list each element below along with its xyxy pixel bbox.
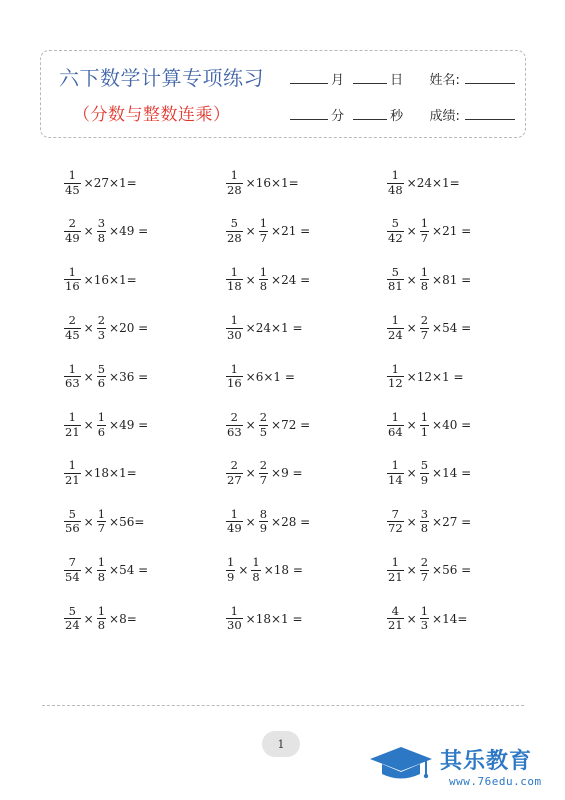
expression-text: × (83, 514, 94, 529)
expression-text: ×9 = (271, 466, 303, 481)
fraction-numerator: 2 (230, 410, 238, 424)
fraction-denominator: 24 (65, 618, 80, 633)
problem-item (224, 453, 304, 493)
expression-text: × (83, 611, 94, 626)
fraction-denominator: 21 (65, 424, 80, 439)
fraction (226, 315, 243, 341)
fraction (64, 460, 81, 486)
expression-text: ×40 = (432, 418, 472, 432)
problem-item (62, 260, 138, 300)
fraction (387, 315, 404, 341)
fraction-denominator: 7 (420, 569, 429, 584)
fraction-numerator: 1 (252, 555, 260, 570)
fraction (387, 170, 404, 196)
fraction-denominator: 18 (227, 279, 242, 294)
fraction-numerator: 1 (420, 216, 429, 231)
fraction (420, 460, 429, 486)
fraction-denominator: 1 (420, 424, 429, 439)
fraction (97, 218, 106, 244)
problem-item (224, 550, 304, 590)
expression-text: ×28 = (271, 514, 311, 529)
fraction (420, 315, 429, 341)
fraction-numerator: 1 (230, 264, 238, 279)
expression-text: × (83, 563, 94, 578)
fraction (387, 264, 404, 294)
expression-text: ×49 = (109, 224, 149, 239)
fraction-numerator: 2 (259, 458, 268, 473)
fraction-numerator: 3 (420, 506, 429, 521)
fraction-denominator: 9 (420, 472, 429, 487)
fraction-denominator: 28 (227, 230, 242, 245)
fraction-numerator: 1 (227, 555, 235, 570)
problem-item (62, 405, 149, 445)
fraction-numerator: 1 (68, 168, 76, 182)
expression-text: ×8= (109, 611, 137, 626)
expression-text: ×16×1= (83, 272, 137, 287)
fraction-denominator: 8 (97, 230, 106, 245)
fraction-numerator: 2 (230, 458, 238, 473)
fraction (97, 557, 106, 583)
fraction-denominator: 81 (388, 279, 403, 294)
problem-item (224, 211, 311, 251)
fraction-numerator: 7 (68, 555, 76, 570)
fraction-denominator: 16 (227, 376, 242, 391)
fraction (97, 412, 106, 438)
problem-item (385, 260, 472, 300)
header-box (40, 50, 526, 138)
fraction (259, 264, 268, 294)
problem-item (62, 453, 138, 493)
fraction-numerator: 1 (97, 410, 106, 424)
problem-item (224, 357, 296, 397)
expression-text: × (245, 418, 256, 432)
fraction (226, 412, 243, 438)
fraction-numerator: 5 (68, 603, 76, 618)
page-subtitle: （分数与整数连乘） (73, 105, 231, 125)
date-name-row (287, 69, 518, 88)
fraction-numerator: 5 (391, 216, 399, 231)
fraction (64, 412, 81, 438)
expression-text: ×21 = (271, 224, 311, 239)
minute-label: 分 (331, 109, 345, 124)
expression-text: ×54 = (109, 563, 149, 578)
fraction-numerator: 1 (420, 264, 429, 279)
second-label: 秒 (390, 109, 404, 124)
fraction-numerator: 1 (420, 603, 429, 618)
fraction (420, 506, 429, 536)
fraction-denominator: 8 (420, 521, 429, 536)
expression-text: ×12×1 = (406, 369, 464, 384)
expression-text: × (245, 272, 256, 287)
expression-text: ×54 = (432, 321, 472, 336)
problem-item (62, 163, 138, 203)
fraction-numerator: 1 (391, 168, 399, 182)
fraction-denominator: 8 (252, 569, 260, 584)
fraction-numerator: 2 (97, 313, 106, 328)
fraction-numerator: 5 (230, 216, 238, 231)
expression-text: ×72 = (271, 418, 311, 432)
fraction (387, 557, 404, 583)
fraction-numerator: 1 (230, 603, 238, 618)
fraction-numerator: 5 (391, 264, 399, 279)
fraction-denominator: 3 (97, 327, 106, 342)
day-label: 日 (390, 73, 404, 88)
expression-text: × (83, 321, 94, 336)
month-label: 月 (331, 73, 345, 88)
expression-text: × (245, 466, 256, 481)
expression-text: ×14 = (432, 466, 472, 481)
fraction-denominator: 63 (65, 376, 80, 391)
problem-item (224, 163, 300, 203)
fraction-denominator: 9 (259, 521, 268, 536)
fraction (387, 603, 404, 633)
fraction-numerator: 5 (97, 361, 106, 376)
fraction (387, 218, 404, 244)
fraction (64, 218, 81, 244)
graduation-cap-icon (366, 745, 436, 785)
fraction (226, 557, 235, 583)
name-label: 姓名: (429, 73, 460, 88)
fraction-denominator: 9 (227, 569, 235, 584)
fraction-denominator: 45 (65, 182, 80, 197)
expression-text: × (406, 224, 417, 239)
fraction (64, 170, 81, 196)
footer-divider (42, 705, 524, 706)
problem-item (62, 599, 138, 639)
brand-site: www.76edu.com (449, 775, 542, 788)
fraction-denominator: 28 (227, 182, 242, 197)
fraction-denominator: 7 (420, 327, 429, 342)
fraction-numerator: 1 (68, 361, 76, 376)
fraction-denominator: 12 (388, 376, 403, 391)
fraction-denominator: 6 (97, 424, 106, 439)
fraction (226, 460, 243, 486)
fraction-numerator: 1 (391, 555, 399, 570)
fraction (387, 460, 404, 486)
fraction-denominator: 3 (420, 618, 429, 633)
fraction-numerator: 3 (97, 216, 106, 231)
fraction-numerator: 1 (230, 313, 238, 328)
expression-text: ×14= (432, 611, 468, 626)
expression-text: ×56= (109, 514, 145, 529)
expression-text: × (245, 224, 256, 239)
fraction-denominator: 21 (65, 472, 80, 487)
fraction-denominator: 8 (420, 279, 429, 294)
expression-text: × (406, 466, 417, 481)
fraction-denominator: 54 (65, 569, 80, 584)
fraction-numerator: 1 (230, 168, 238, 182)
fraction-denominator: 24 (388, 327, 403, 342)
expression-text: ×49 = (109, 418, 149, 432)
expression-text: × (406, 514, 417, 529)
fraction (259, 412, 268, 438)
name-blank[interactable] (465, 72, 515, 84)
fraction-denominator: 56 (65, 521, 80, 536)
fraction (64, 603, 81, 633)
expression-text: ×18 = (263, 563, 303, 578)
problem-item (62, 308, 149, 348)
problem-item (224, 405, 311, 445)
page-title: 六下数学计算专项练习 (59, 66, 264, 90)
fraction (420, 557, 429, 583)
expression-text: ×24×1= (406, 176, 460, 190)
fraction (251, 557, 260, 583)
fraction-denominator: 16 (65, 279, 80, 294)
fraction-denominator: 8 (97, 618, 106, 633)
fraction (97, 361, 106, 391)
fraction-numerator: 1 (97, 506, 106, 521)
expression-text: × (406, 611, 417, 626)
brand-name: 其乐教育 (440, 749, 533, 774)
fraction-denominator: 49 (65, 230, 80, 245)
fraction-numerator: 8 (259, 506, 268, 521)
problem-item (62, 550, 149, 590)
fraction (420, 218, 429, 244)
fraction-numerator: 1 (68, 458, 76, 473)
problem-item (385, 502, 472, 542)
expression-text: ×36 = (109, 369, 149, 384)
fraction-numerator: 1 (391, 313, 399, 328)
fraction (259, 218, 268, 244)
score-blank[interactable] (465, 108, 515, 120)
problem-item (224, 599, 304, 639)
fraction (259, 506, 268, 536)
fraction-numerator: 7 (391, 506, 399, 521)
fraction-numerator: 1 (391, 410, 399, 424)
fraction (64, 315, 81, 341)
fraction-denominator: 7 (259, 230, 268, 245)
expression-text: ×27×1= (83, 176, 137, 190)
fraction (226, 361, 243, 391)
fraction-denominator: 7 (97, 521, 106, 536)
fraction (226, 264, 243, 294)
fraction (387, 361, 404, 391)
fraction-numerator: 1 (259, 216, 268, 231)
fraction-denominator: 64 (388, 424, 403, 439)
expression-text: × (406, 321, 417, 336)
fraction-denominator: 7 (420, 230, 429, 245)
minute-blank[interactable] (290, 108, 328, 120)
fraction-numerator: 1 (420, 410, 429, 424)
expression-text: ×27 = (432, 514, 472, 529)
expression-text: × (245, 514, 256, 529)
page-number: 1 (262, 731, 300, 757)
fraction (420, 603, 429, 633)
fraction-numerator: 5 (68, 506, 76, 521)
problem-item (385, 599, 468, 639)
fraction-numerator: 5 (420, 458, 429, 473)
fraction (64, 361, 81, 391)
fraction-denominator: 30 (227, 618, 242, 633)
fraction-denominator: 45 (65, 327, 80, 342)
fraction-numerator: 2 (68, 216, 76, 231)
fraction-numerator: 1 (68, 410, 76, 424)
fraction (64, 264, 81, 294)
expression-text: ×56 = (432, 563, 472, 578)
fraction (64, 557, 81, 583)
fraction-numerator: 2 (259, 410, 268, 424)
expression-text: × (83, 418, 94, 432)
problem-item (224, 308, 304, 348)
problem-item (224, 502, 311, 542)
fraction-denominator: 21 (388, 569, 403, 584)
problem-item (385, 211, 472, 251)
fraction-numerator: 1 (230, 506, 238, 521)
fraction (226, 218, 243, 244)
fraction-denominator: 5 (259, 424, 268, 439)
expression-text: ×18×1 = (245, 611, 303, 626)
fraction-denominator: 6 (97, 376, 106, 391)
expression-text: × (83, 224, 94, 239)
fraction (226, 170, 243, 196)
problem-item (385, 308, 472, 348)
fraction (259, 460, 268, 486)
fraction-denominator: 30 (227, 327, 242, 342)
fraction (420, 412, 429, 438)
fraction (97, 315, 106, 341)
fraction-numerator: 1 (68, 264, 76, 279)
fraction-numerator: 1 (259, 264, 268, 279)
fraction-numerator: 1 (97, 603, 106, 618)
problem-item (385, 550, 472, 590)
fraction (226, 506, 243, 536)
score-label: 成绩: (429, 109, 460, 124)
fraction-denominator: 8 (259, 279, 268, 294)
fraction-numerator: 4 (391, 603, 399, 618)
fraction-numerator: 2 (420, 555, 429, 570)
fraction-numerator: 1 (391, 361, 399, 376)
month-blank[interactable] (290, 72, 328, 84)
fraction-numerator: 1 (391, 458, 399, 473)
fraction (64, 506, 81, 536)
expression-text: ×24×1 = (245, 321, 303, 336)
expression-text: × (406, 272, 417, 287)
problem-item (62, 502, 145, 542)
fraction (387, 506, 404, 536)
fraction-denominator: 49 (227, 521, 242, 536)
expression-text: × (406, 418, 417, 432)
expression-text: ×21 = (432, 224, 472, 239)
expression-text: ×18×1= (83, 466, 137, 481)
fraction-numerator: 1 (230, 361, 238, 376)
fraction-denominator: 63 (227, 424, 242, 439)
time-score-row (287, 105, 518, 124)
fraction-numerator: 1 (97, 555, 106, 570)
problem-item (385, 453, 472, 493)
problem-item (62, 357, 149, 397)
fraction-denominator: 72 (388, 521, 403, 536)
expression-text: × (83, 369, 94, 384)
fraction-numerator: 2 (68, 313, 76, 328)
fraction-denominator: 21 (388, 618, 403, 633)
fraction (226, 603, 243, 633)
day-blank[interactable] (353, 72, 387, 84)
problem-item (224, 260, 311, 300)
expression-text: ×20 = (109, 321, 149, 336)
fraction-denominator: 48 (388, 182, 403, 197)
expression-text: ×16×1= (245, 176, 299, 190)
second-blank[interactable] (353, 108, 387, 120)
problem-item (385, 405, 472, 445)
fraction-denominator: 42 (388, 230, 403, 245)
expression-text: × (238, 563, 249, 578)
fraction-denominator: 27 (227, 472, 242, 487)
expression-text: ×24 = (271, 272, 311, 287)
expression-text: ×81 = (432, 272, 472, 287)
fraction-numerator: 2 (420, 313, 429, 328)
problem-item (385, 357, 465, 397)
fraction-denominator: 8 (97, 569, 106, 584)
fraction (387, 412, 404, 438)
expression-text: ×6×1 = (245, 369, 295, 384)
expression-text: × (406, 563, 417, 578)
fraction (97, 603, 106, 633)
fraction (420, 264, 429, 294)
problem-item (62, 211, 149, 251)
fraction-denominator: 7 (259, 472, 268, 487)
fraction-denominator: 14 (388, 472, 403, 487)
problem-item (385, 163, 461, 203)
fraction (97, 506, 106, 536)
